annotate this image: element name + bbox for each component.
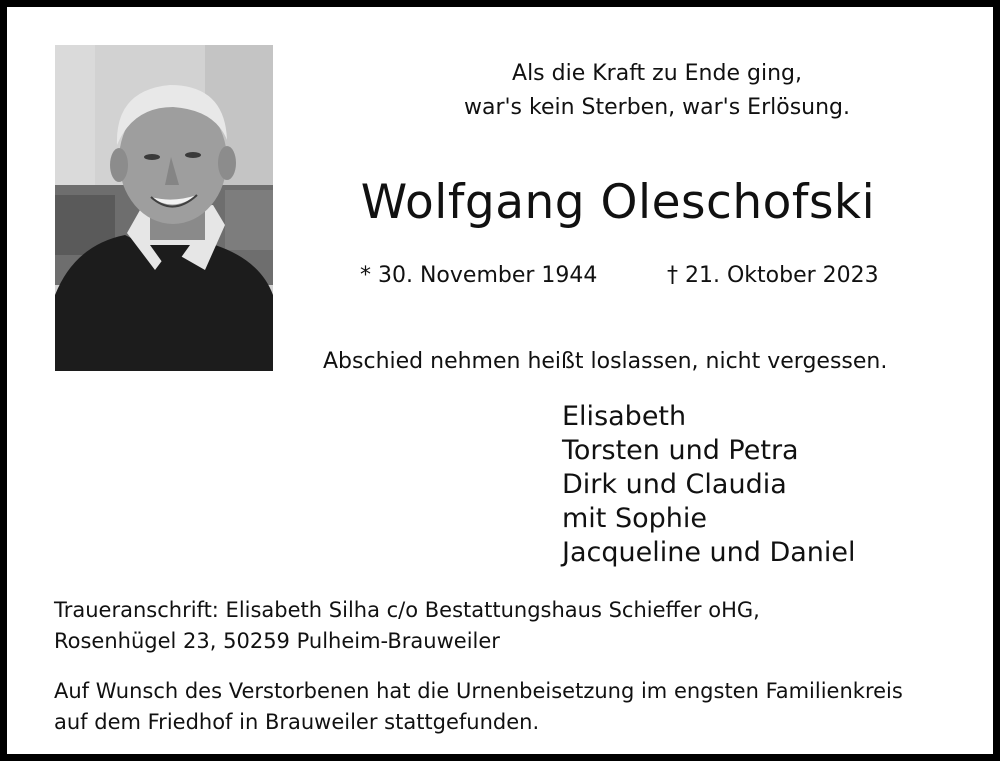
mourner-name: Dirk und Claudia [562,469,787,500]
birth-date: * 30. November 1944 [360,263,598,288]
address-line-1: Traueranschrift: Elisabeth Silha c/o Bestattungshaus Schieffer oHG, [54,598,760,622]
address-line-2: Rosenhügel 23, 50259 Pulheim-Brauweiler [54,629,500,653]
mourner-name: Torsten und Petra [562,435,799,466]
death-date: † 21. Oktober 2023 [667,263,879,288]
quote-line-2: war's kein Sterben, war's Erlösung. [463,95,850,120]
farewell-motto: Abschied nehmen heißt loslassen, nicht vergessen. [323,349,888,374]
mourners-list [562,400,856,570]
note-line-2: auf dem Friedhof in Brauweiler stattgefunden. [54,710,540,734]
deceased-name: Wolfgang Oleschofski [360,175,876,230]
burial-note [54,676,903,738]
quote-line-1: Als die Kraft zu Ende ging, [512,61,802,86]
note-line-1: Auf Wunsch des Verstorbenen hat die Urnenbeisetzung im engsten Familienkreis [54,679,903,703]
mourner-name: Elisabeth [562,401,687,432]
mourner-name: Jacqueline und Daniel [562,537,856,568]
mourning-address [54,595,760,657]
mourner-name: mit Sophie [562,503,707,534]
portrait-photo [55,45,273,371]
